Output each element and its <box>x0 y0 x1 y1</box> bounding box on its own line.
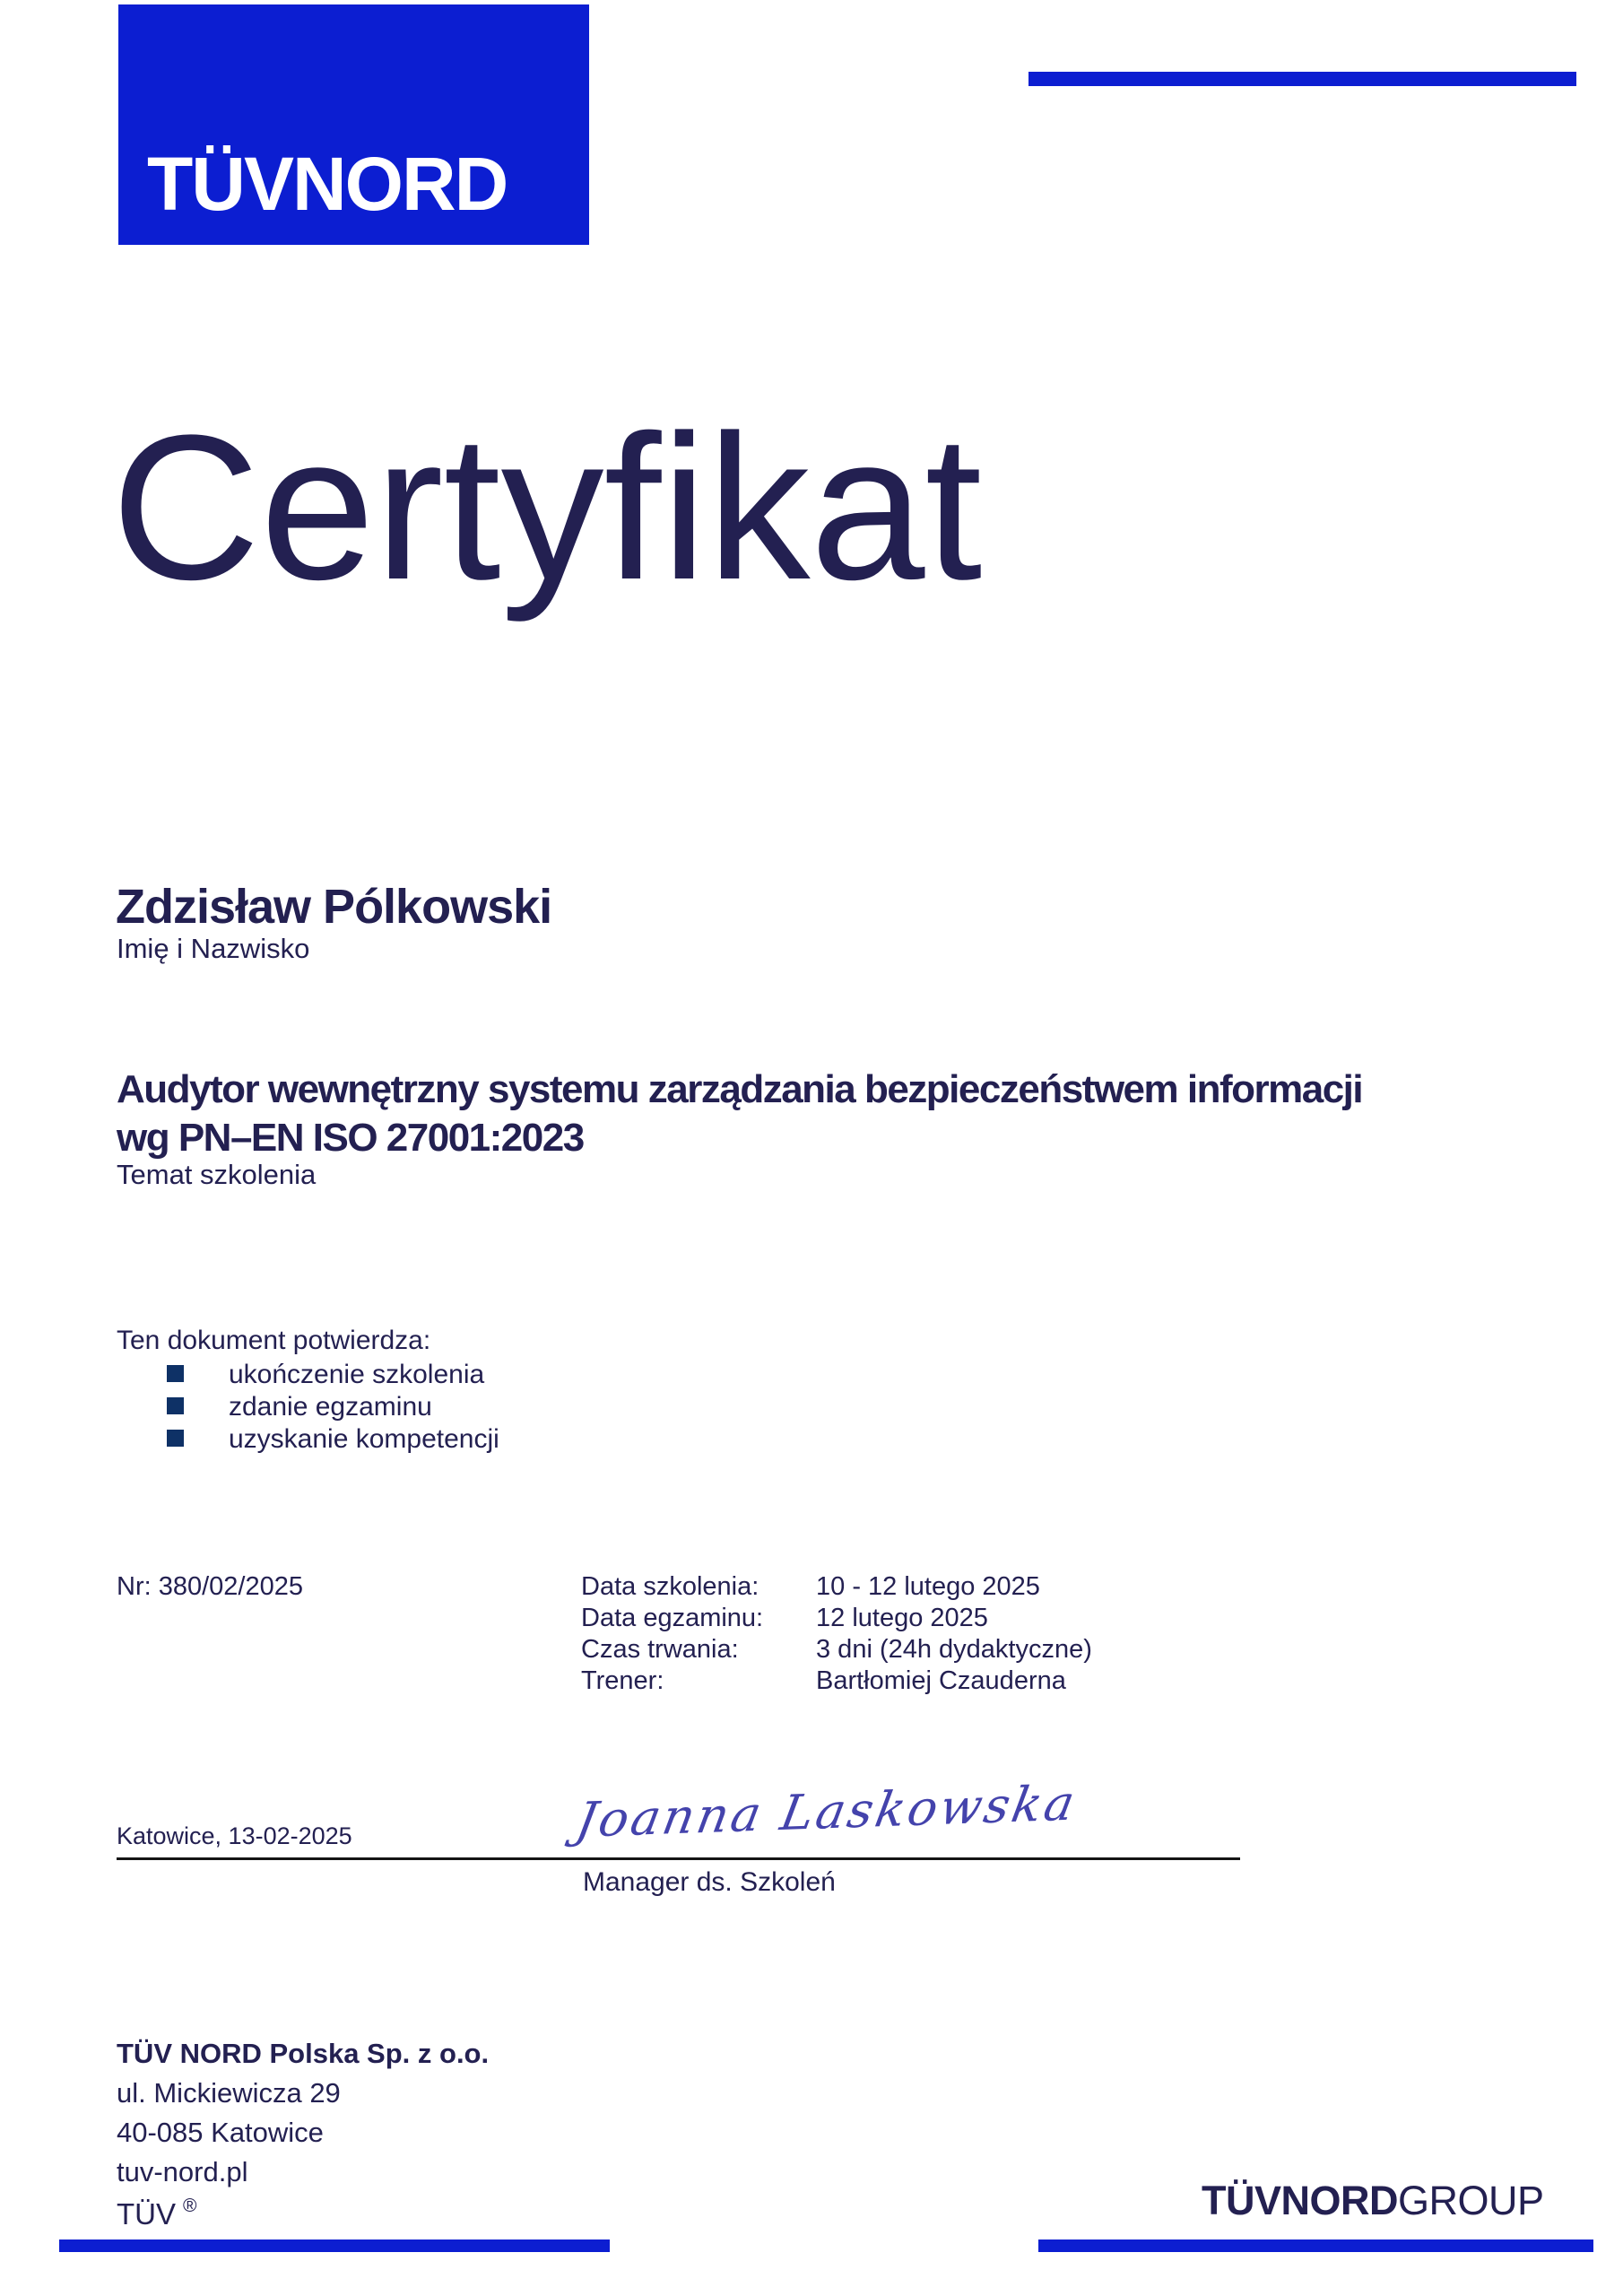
bullet-square-icon <box>167 1397 184 1414</box>
list-item <box>167 1392 432 1422</box>
detail-value-training-date: 10 - 12 lutego 2025 <box>816 1572 1040 1601</box>
signatory-role: Manager ds. Szkoleń <box>583 1867 836 1897</box>
handwritten-signature: Joanna Laskowska <box>572 1774 1082 1848</box>
recipient-name-label: Imię i Nazwisko <box>117 933 310 964</box>
group-logo-bold-text: TÜVNORD <box>1202 2178 1398 2223</box>
signature-line <box>117 1857 1240 1860</box>
bottom-left-accent-bar <box>59 2239 610 2252</box>
confirmation-item-text: ukończenie szkolenia <box>229 1360 485 1389</box>
footer-trademark-text: TÜV <box>117 2197 176 2231</box>
confirmation-item-text: zdanie egzaminu <box>229 1392 432 1422</box>
tuv-nord-group-logo <box>1202 2178 1544 2224</box>
group-logo-light-text: GROUP <box>1398 2178 1544 2223</box>
confirmation-item-text: uzyskanie kompetencji <box>229 1424 499 1454</box>
confirmation-heading: Ten dokument potwierdza: <box>117 1326 431 1355</box>
place-and-date: Katowice, 13-02-2025 <box>117 1822 352 1849</box>
registered-mark-icon: ® <box>183 2196 197 2216</box>
bullet-square-icon <box>167 1365 184 1382</box>
list-item <box>167 1424 499 1455</box>
detail-value-exam-date: 12 lutego 2025 <box>816 1604 988 1632</box>
training-topic-line2: wg PN–EN ISO 27001:2023 <box>117 1116 584 1160</box>
detail-label-training-date: Data szkolenia: <box>581 1572 759 1601</box>
detail-value-trainer: Bartłomiej Czauderna <box>816 1666 1066 1695</box>
recipient-name: Zdzisław Pólkowski <box>116 880 552 934</box>
footer-company-name: TÜV NORD Polska Sp. z o.o. <box>117 2038 490 2069</box>
certificate-number: Nr: 380/02/2025 <box>117 1572 303 1601</box>
tuv-nord-logo-text: TÜVNORD <box>147 142 508 226</box>
footer-street: ul. Mickiewicza 29 <box>117 2077 341 2109</box>
detail-label-exam-date: Data egzaminu: <box>581 1604 764 1632</box>
training-topic-label: Temat szkolenia <box>117 1159 317 1190</box>
tuv-nord-logo <box>118 4 589 245</box>
training-topic-line1: Audytor wewnętrzny systemu zarządzania bezpieczeństwem informacji <box>117 1067 1363 1111</box>
page-title: Certyfikat <box>111 392 983 622</box>
footer-trademark <box>117 2196 196 2231</box>
detail-label-duration: Czas trwania: <box>581 1635 739 1664</box>
footer-website: tuv-nord.pl <box>117 2156 248 2187</box>
top-right-accent-bar <box>1028 72 1576 86</box>
detail-label-trainer: Trener: <box>581 1666 664 1695</box>
detail-value-duration: 3 dni (24h dydaktyczne) <box>816 1635 1092 1664</box>
bottom-right-accent-bar <box>1038 2239 1593 2252</box>
bullet-square-icon <box>167 1430 184 1447</box>
list-item <box>167 1360 484 1390</box>
footer-city: 40-085 Katowice <box>117 2117 324 2148</box>
